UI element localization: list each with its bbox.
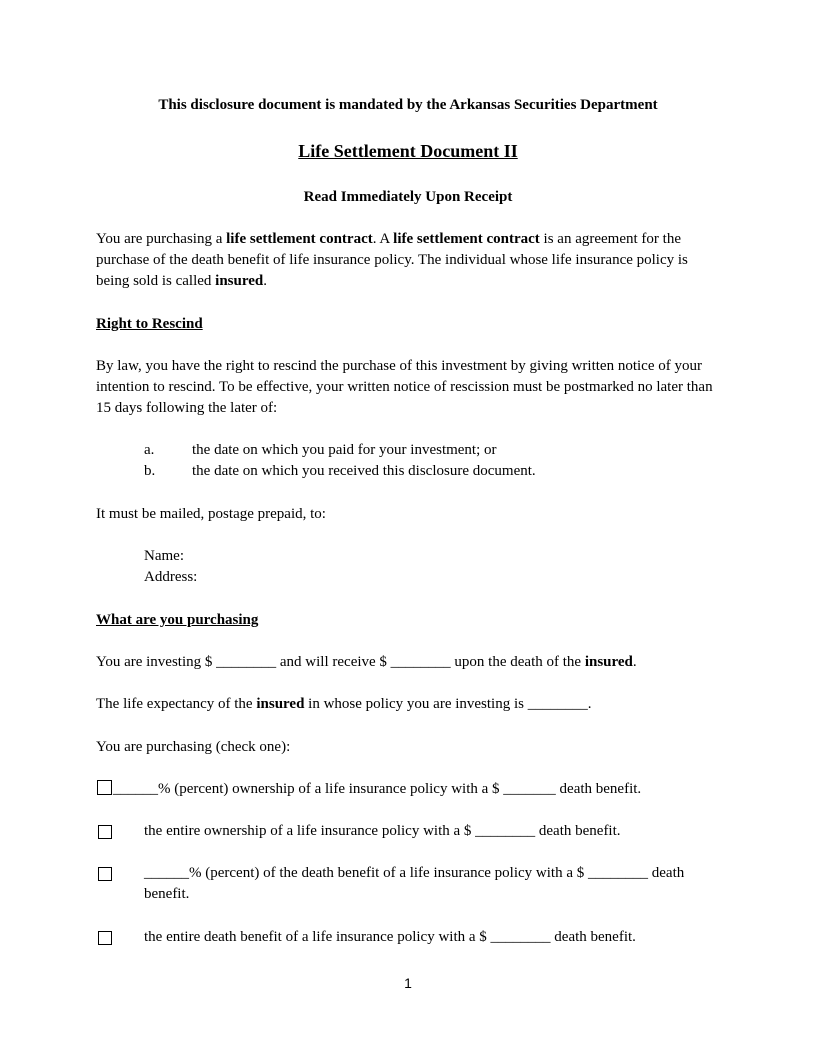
page-title: Life Settlement Document II xyxy=(298,141,518,161)
investing-line xyxy=(96,652,720,673)
life-expectancy-line xyxy=(96,694,720,715)
intro-text-4: . xyxy=(263,273,267,289)
investing-text-2: . xyxy=(632,654,637,670)
mail-instructions: It must be mailed, postage prepaid, to: xyxy=(96,506,326,522)
option-3-checkbox[interactable] xyxy=(98,867,112,881)
rescind-heading: Right to Rescind xyxy=(96,316,203,332)
intro-bold-2: life settlement contract xyxy=(393,231,540,247)
address-label: Address: xyxy=(144,569,198,585)
option-1-text: ______% (percent) ownership of a life insurance policy with a $ _______ death benefit. xyxy=(113,781,642,797)
life-bold: insured xyxy=(256,696,305,712)
intro-bold-3: insured xyxy=(215,273,264,289)
option-3-text: ______% (percent) of the death benefit of a life insurance policy with a $ ________ death benefit. xyxy=(144,865,685,902)
option-percent-ownership xyxy=(97,779,717,800)
purchasing-heading: What are you purchasing xyxy=(96,612,259,628)
investing-text-1: You are investing $ ________ and will receive $ ________ upon the death of the xyxy=(96,654,585,670)
rescind-item-b-marker: b. xyxy=(144,463,156,479)
option-4-checkbox[interactable] xyxy=(98,931,112,945)
intro-paragraph xyxy=(96,229,720,292)
intro-text-2: . A xyxy=(372,231,394,247)
rescind-item-b-text: the date on which you received this disclosure document. xyxy=(192,463,536,479)
page-subtitle: Read Immediately Upon Receipt xyxy=(303,189,513,205)
life-text-1: The life expectancy of the xyxy=(96,696,257,712)
option-2-text: the entire ownership of a life insurance policy with a $ ________ death benefit. xyxy=(144,823,621,839)
option-1-checkbox[interactable] xyxy=(97,780,112,795)
option-2-checkbox[interactable] xyxy=(98,825,112,839)
option-4-text: the entire death benefit of a life insurance policy with a $ ________ death benefit. xyxy=(144,929,636,945)
rescind-item-a-marker: a. xyxy=(144,442,155,458)
rescind-paragraph: By law, you have the right to rescind the purchase of this investment by giving written notice of your intention to rescind. To be effective, your written notice of rescission must be postmarked no later than 15 days following the later of: xyxy=(96,358,713,416)
name-label: Name: xyxy=(144,548,184,564)
life-text-2: in whose policy you are investing is ________. xyxy=(304,696,592,712)
check-one-prompt: You are purchasing (check one): xyxy=(96,739,291,755)
rescind-item-a-text: the date on which you paid for your investment; or xyxy=(192,442,497,458)
investing-bold: insured xyxy=(584,654,633,670)
intro-text-3: is an agreement for the purchase of the death benefit of life insurance policy. The individual whose life insurance policy is being sold is called xyxy=(96,231,688,289)
intro-bold-1: life settlement contract xyxy=(226,231,373,247)
page-number: 1 xyxy=(404,975,412,991)
mandate-statement: This disclosure document is mandated by the Arkansas Securities Department xyxy=(158,97,658,113)
intro-text-1: You are purchasing a xyxy=(96,231,227,247)
